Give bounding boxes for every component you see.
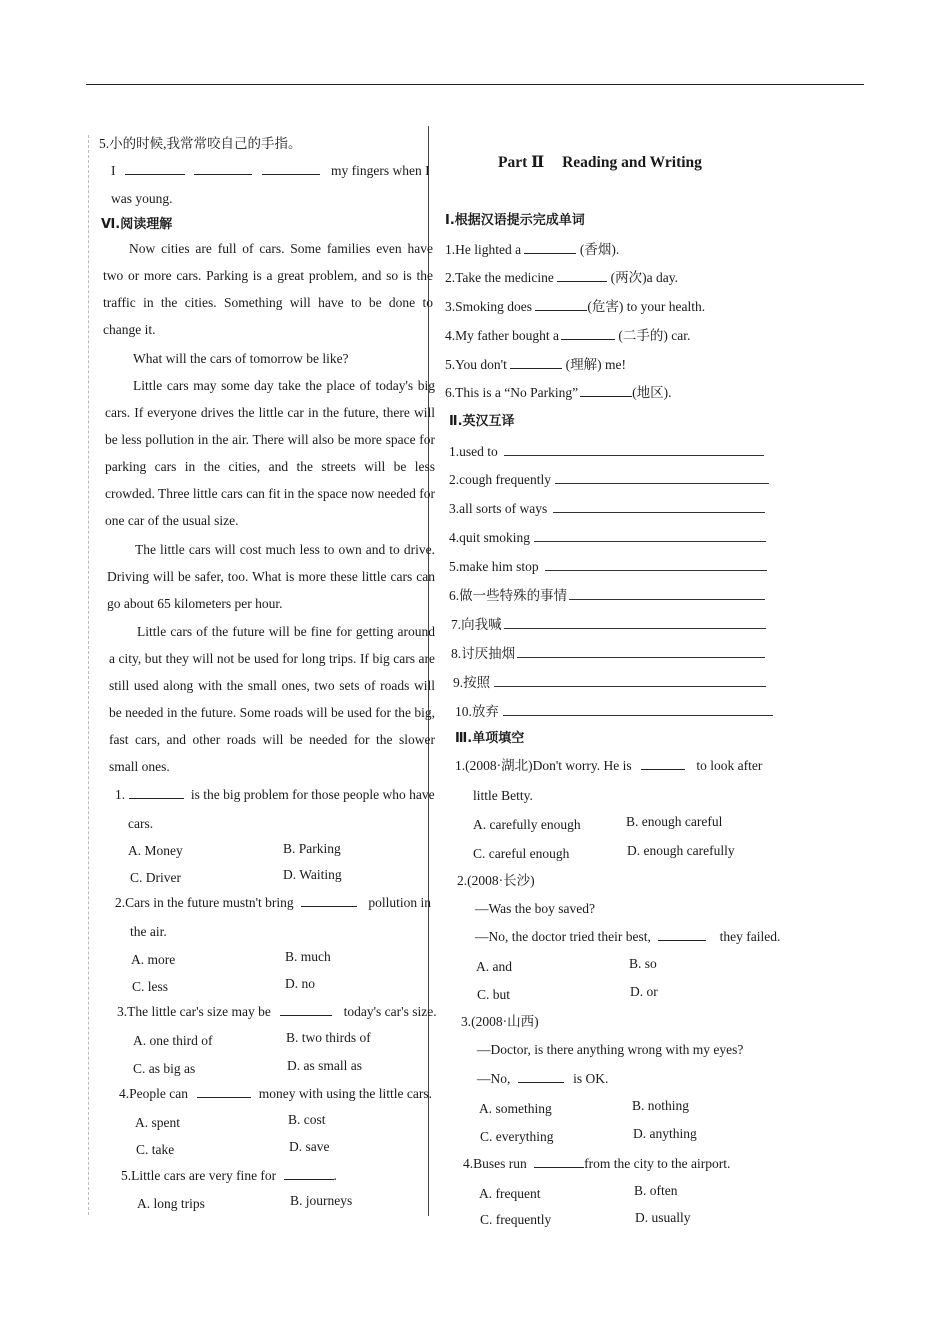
q5-english-line2: was young. bbox=[111, 191, 173, 206]
option-a[interactable]: A. Money bbox=[128, 843, 183, 858]
answer-line[interactable] bbox=[503, 703, 773, 716]
item-text: 4.My father bought a bbox=[445, 328, 559, 343]
vocab-item-4 bbox=[445, 327, 690, 345]
blank[interactable] bbox=[518, 1070, 564, 1083]
question-stem: 4.Buses run bbox=[463, 1156, 527, 1171]
mc-question-1 bbox=[455, 757, 762, 775]
passage-paragraph-4: The little cars will cost much less to own and to drive. Driving will be safer, too. What is more these little cars can go about 65 kilometers per hour. bbox=[107, 542, 435, 611]
translate-item-6 bbox=[449, 587, 765, 605]
item-text: 7.向我喊 bbox=[451, 617, 502, 632]
reading-question-1 bbox=[115, 786, 435, 804]
dialog-text-end: they failed. bbox=[719, 929, 781, 944]
dialog-text: —No, bbox=[477, 1071, 511, 1086]
option-b[interactable]: B. enough careful bbox=[626, 814, 723, 829]
option-b[interactable]: B. Parking bbox=[283, 841, 341, 856]
option-c[interactable]: C. as big as bbox=[133, 1061, 196, 1076]
q5-chinese: 5.小的时候,我常常咬自己的手指。 bbox=[99, 136, 302, 151]
question-stem-end: to look after bbox=[696, 758, 763, 773]
passage-paragraph-2: What will the cars of tomorrow be like? bbox=[133, 351, 349, 366]
question-stem-line2: cars. bbox=[128, 816, 154, 831]
translate-item-8 bbox=[451, 645, 765, 663]
question-number: 3. bbox=[117, 1004, 128, 1019]
blank[interactable] bbox=[280, 1003, 332, 1016]
option-b[interactable]: B. nothing bbox=[632, 1098, 690, 1113]
item-text: 6.This is a “No Parking” bbox=[445, 385, 579, 400]
blank[interactable] bbox=[510, 356, 562, 369]
option-a[interactable]: A. more bbox=[131, 952, 176, 967]
option-c[interactable]: C. everything bbox=[480, 1129, 554, 1144]
answer-line[interactable] bbox=[494, 674, 766, 687]
item-text: 5.You don't bbox=[445, 357, 507, 372]
blank[interactable] bbox=[129, 786, 184, 799]
answer-line[interactable] bbox=[569, 587, 765, 600]
item-text: 9.按照 bbox=[453, 675, 491, 690]
option-d[interactable]: D. no bbox=[285, 976, 315, 991]
translate-item-2 bbox=[449, 471, 769, 489]
option-c[interactable]: C. less bbox=[132, 979, 169, 994]
vocab-item-2 bbox=[445, 269, 678, 287]
dialog-line-2 bbox=[475, 928, 780, 946]
option-d[interactable]: D. enough carefully bbox=[627, 843, 735, 858]
item-text: 2.cough frequently bbox=[449, 472, 551, 487]
answer-line[interactable] bbox=[545, 558, 767, 571]
section-2-title: Ⅱ.英汉互译 bbox=[449, 414, 515, 429]
option-c[interactable]: C. Driver bbox=[130, 870, 181, 885]
option-b[interactable]: B. so bbox=[629, 956, 657, 971]
blank[interactable] bbox=[262, 162, 320, 175]
option-d[interactable]: D. anything bbox=[633, 1126, 697, 1141]
question-stem-line2: the air. bbox=[130, 924, 167, 939]
blank[interactable] bbox=[535, 298, 587, 311]
item-hint: (理解) me! bbox=[565, 357, 626, 372]
reading-question-2 bbox=[115, 894, 431, 912]
question-stem-end: pollution in bbox=[368, 895, 432, 910]
blank[interactable] bbox=[197, 1085, 251, 1098]
option-a[interactable]: A. spent bbox=[135, 1115, 180, 1130]
blank[interactable] bbox=[534, 1155, 584, 1168]
question-stem: The little car's size may be bbox=[127, 1004, 271, 1019]
blank[interactable] bbox=[561, 327, 615, 340]
answer-line[interactable] bbox=[504, 443, 764, 456]
option-b[interactable]: B. journeys bbox=[290, 1193, 353, 1208]
option-c[interactable]: C. take bbox=[136, 1142, 175, 1157]
blank[interactable] bbox=[301, 894, 357, 907]
question-number: 1. bbox=[115, 787, 126, 802]
translate-item-3 bbox=[449, 500, 765, 518]
option-d[interactable]: D. as small as bbox=[287, 1058, 362, 1073]
blank[interactable] bbox=[658, 928, 706, 941]
vocab-item-6 bbox=[445, 384, 671, 402]
option-a[interactable]: A. frequent bbox=[479, 1186, 541, 1201]
item-text: 10.放弃 bbox=[455, 704, 499, 719]
option-d[interactable]: D. or bbox=[630, 984, 658, 999]
answer-line[interactable] bbox=[534, 529, 766, 542]
passage-paragraph-3: Little cars may some day take the place of today's big cars. If everyone drives the little car in the future, there will be less pollution in the air. There will also be more space for parking cars in the cities, and the streets will be less crowded. Three little cars can fit in the space now needed for one car of the usual size. bbox=[105, 378, 435, 528]
item-text: 5.make him stop bbox=[449, 559, 539, 574]
item-text: 1.He lighted a bbox=[445, 242, 522, 257]
answer-line[interactable] bbox=[553, 500, 765, 513]
vocab-item-3 bbox=[445, 298, 705, 316]
item-text: 3.all sorts of ways bbox=[449, 501, 548, 516]
option-a[interactable]: A. and bbox=[476, 959, 512, 974]
mc-question-2-head: 2.(2008·长沙) bbox=[457, 873, 535, 888]
translate-item-4 bbox=[449, 529, 766, 547]
blank[interactable] bbox=[194, 162, 252, 175]
question-stem-line2: little Betty. bbox=[473, 788, 533, 803]
option-d[interactable]: D. usually bbox=[635, 1210, 691, 1225]
section-3-title: Ⅲ.单项填空 bbox=[455, 731, 525, 746]
item-hint: (两次)a day. bbox=[610, 270, 678, 285]
passage-paragraph-5: Little cars of the future will be fine for getting around a city, but they will not be used for long trips. If big cars are still used along with the small ones, two sets of roads will be needed in the future. Some roads will be used for the big, fast cars, and other roads will be needed for the slower small ones. bbox=[109, 624, 435, 774]
top-rule bbox=[86, 84, 864, 85]
option-b[interactable]: B. cost bbox=[288, 1112, 326, 1127]
item-text: 6.做一些特殊的事情 bbox=[449, 588, 568, 603]
vocab-item-5 bbox=[445, 356, 626, 374]
item-text: 2.Take the medicine bbox=[445, 270, 554, 285]
dialog-text-end: is OK. bbox=[573, 1071, 609, 1086]
reading-question-3 bbox=[117, 1003, 437, 1021]
question-number: 2. bbox=[115, 895, 126, 910]
answer-line[interactable] bbox=[504, 616, 766, 629]
option-b[interactable]: B. two thirds of bbox=[286, 1030, 371, 1045]
dialog-text: —No, the doctor tried their best, bbox=[475, 929, 651, 944]
q5-english-start: I bbox=[111, 163, 116, 178]
item-hint: (地区). bbox=[632, 385, 672, 400]
dialog-line-1: —Doctor, is there anything wrong with my eyes? bbox=[477, 1042, 744, 1057]
question-number: 4. bbox=[119, 1086, 130, 1101]
item-text: 4.quit smoking bbox=[449, 530, 531, 545]
translate-item-1 bbox=[449, 443, 764, 461]
part-title bbox=[498, 154, 702, 172]
q5-english-end: my fingers when I bbox=[331, 163, 430, 178]
passage-paragraph-1: Now cities are full of cars. Some families even have two or more cars. Parking is a great problem, and so is the traffic in the cities. Something will have to be done to change it. bbox=[103, 241, 433, 337]
option-a[interactable]: A. carefully enough bbox=[473, 817, 581, 832]
section-6-title: Ⅵ.阅读理解 bbox=[101, 217, 173, 232]
translate-item-9 bbox=[453, 674, 766, 692]
translate-item-5 bbox=[449, 558, 767, 576]
item-hint: (香烟). bbox=[579, 242, 620, 257]
part-subtitle: Reading and Writing bbox=[562, 154, 702, 171]
item-hint: (危害) to your health. bbox=[587, 299, 706, 314]
q5-english bbox=[111, 162, 430, 180]
question-stem: Little cars are very fine for bbox=[131, 1168, 277, 1183]
dialog-line-1: —Was the boy saved? bbox=[475, 901, 596, 916]
item-text: 3.Smoking does bbox=[445, 299, 533, 314]
blank[interactable] bbox=[580, 384, 632, 397]
question-stem: Cars in the future mustn't bring bbox=[125, 895, 294, 910]
question-stem: 1.(2008·湖北)Don't worry. He is bbox=[455, 758, 632, 773]
option-c[interactable]: C. careful enough bbox=[473, 846, 570, 861]
option-c[interactable]: C. frequently bbox=[480, 1212, 552, 1227]
blank[interactable] bbox=[125, 162, 185, 175]
question-stem: People can bbox=[129, 1086, 188, 1101]
question-stem-end: money with using the little cars. bbox=[258, 1086, 432, 1101]
blank[interactable] bbox=[284, 1167, 334, 1180]
item-text: 1.used to bbox=[449, 444, 498, 459]
mc-question-4 bbox=[463, 1155, 730, 1173]
part-number: Part Ⅱ bbox=[498, 154, 545, 171]
reading-question-5 bbox=[121, 1167, 337, 1185]
option-b[interactable]: B. often bbox=[634, 1183, 678, 1198]
item-text: 8.讨厌抽烟 bbox=[451, 646, 516, 661]
section-1-title: Ⅰ.根据汉语提示完成单词 bbox=[445, 213, 585, 228]
blank[interactable] bbox=[641, 757, 685, 770]
translate-item-7 bbox=[451, 616, 766, 634]
option-a[interactable]: A. something bbox=[479, 1101, 552, 1116]
question-stem: is the big problem for those people who have bbox=[190, 787, 435, 802]
question-number: 5. bbox=[121, 1168, 132, 1183]
answer-line[interactable] bbox=[517, 645, 765, 658]
option-c[interactable]: C. but bbox=[477, 987, 511, 1002]
option-d[interactable]: D. save bbox=[289, 1139, 330, 1154]
item-hint: (二手的) car. bbox=[618, 328, 691, 343]
option-b[interactable]: B. much bbox=[285, 949, 331, 964]
option-a[interactable]: A. long trips bbox=[137, 1196, 205, 1211]
option-a[interactable]: A. one third of bbox=[133, 1033, 213, 1048]
binding-margin bbox=[88, 135, 89, 1215]
dialog-line-2 bbox=[477, 1070, 608, 1088]
question-stem-end: today's car's size. bbox=[343, 1004, 437, 1019]
reading-question-4 bbox=[119, 1085, 432, 1103]
vocab-item-1 bbox=[445, 241, 619, 259]
answer-line[interactable] bbox=[555, 471, 769, 484]
blank[interactable] bbox=[557, 269, 607, 282]
question-stem-end: . bbox=[333, 1168, 337, 1183]
question-stem-end: from the city to the airport. bbox=[584, 1156, 731, 1171]
translate-item-10 bbox=[455, 703, 773, 721]
mc-question-3-head: 3.(2008·山西) bbox=[461, 1014, 539, 1029]
option-d[interactable]: D. Waiting bbox=[283, 867, 342, 882]
blank[interactable] bbox=[524, 241, 576, 254]
